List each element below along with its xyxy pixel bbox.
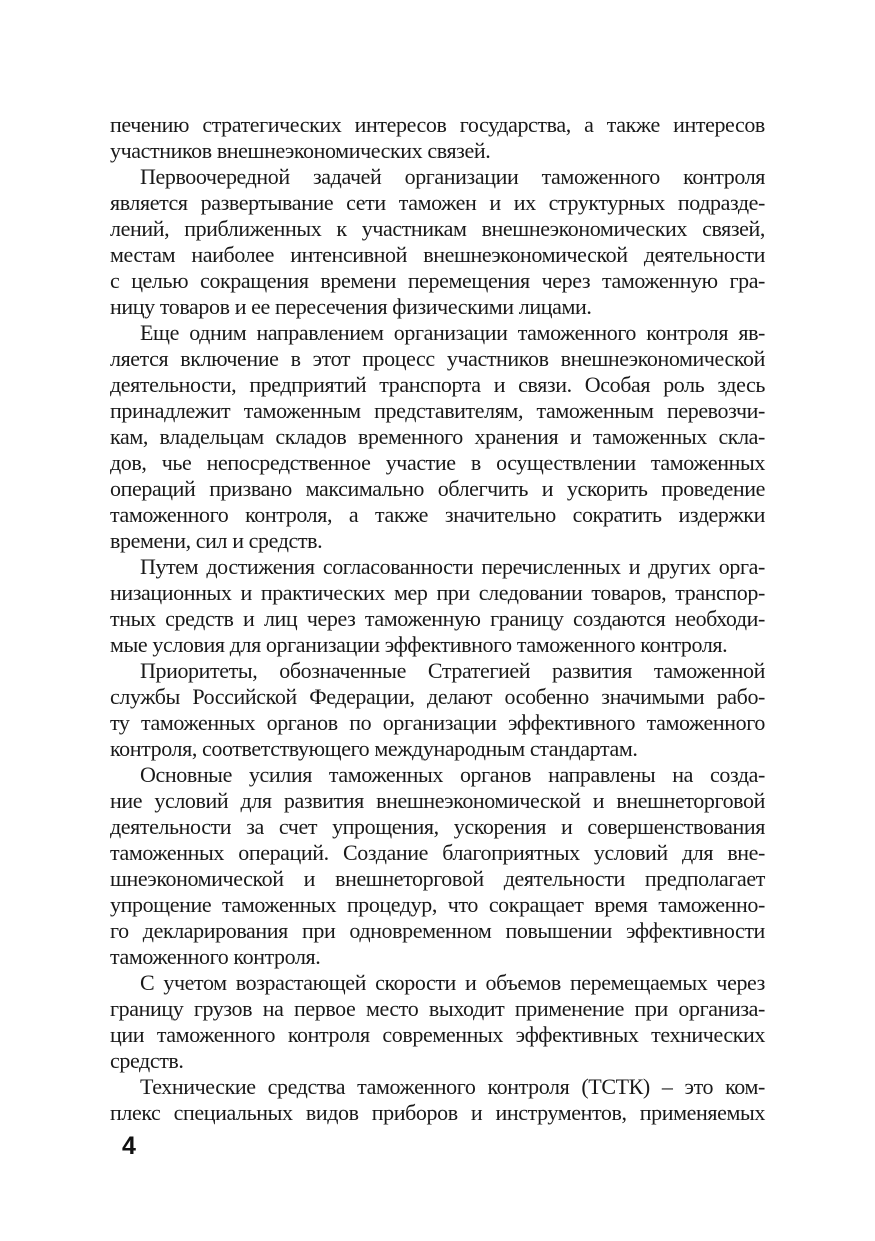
paragraph: [110, 762, 765, 970]
text-line: службы Российской Федерации, делают особенно значимыми рабо-: [110, 684, 765, 709]
text-line: лений, приближенных к участникам внешнеэкономических связей,: [110, 216, 765, 241]
text-line: деятельности, предприятий транспорта и связи. Особая роль здесь: [110, 372, 765, 397]
text-line: ние условий для развития внешнеэкономической и внешнеторговой: [110, 788, 765, 813]
text-line: ляется включение в этот процесс участников внешнеэкономической: [110, 346, 765, 371]
text-block: [110, 112, 765, 1126]
text-line: с целью сокращения времени перемещения через таможенную гра-: [110, 268, 765, 293]
text-line: таможенного контроля, а также значительно сократить издержки: [110, 502, 765, 527]
text-line: средств.: [110, 1048, 184, 1073]
text-line: го декларирования при одновременном повышении эффективности: [110, 918, 765, 943]
text-line: времени, сил и средств.: [110, 528, 323, 553]
text-line: Путем достижения согласованности перечисленных и других орга-: [140, 554, 765, 579]
paragraph: [110, 554, 765, 658]
text-line: участников внешнеэкономических связей.: [110, 138, 491, 163]
text-line: Первоочередной задачей организации таможенного контроля: [140, 164, 765, 189]
text-line: упрощение таможенных процедур, что сокращает время таможенно-: [110, 892, 765, 917]
text-line: местам наиболее интенсивной внешнеэкономической деятельности: [110, 242, 765, 267]
text-line: дов, чье непосредственное участие в осуществлении таможенных: [110, 450, 765, 475]
text-line: операций призвано максимально облегчить и ускорить проведение: [110, 476, 765, 501]
text-line: печению стратегических интересов государства, а также интересов: [110, 112, 765, 137]
paragraph: [110, 320, 765, 554]
paragraph: [110, 658, 765, 762]
text-line: ницу товаров и ее пересечения физическими лицами.: [110, 294, 592, 319]
text-line: тных средств и лиц через таможенную границу создаются необходи-: [110, 606, 765, 631]
text-line: мые условия для организации эффективного таможенного контроля.: [110, 632, 728, 657]
text-line: Основные усилия таможенных органов направлены на созда-: [140, 762, 765, 787]
text-line: ции таможенного контроля современных эффективных технических: [110, 1022, 765, 1047]
text-line: С учетом возрастающей скорости и объемов перемещаемых через: [140, 970, 765, 995]
text-line: границу грузов на первое место выходит применение при организа-: [110, 996, 765, 1021]
text-line: плекс специальных видов приборов и инструментов, применяемых: [110, 1100, 765, 1125]
text-line: таможенных операций. Создание благоприятных условий для вне-: [110, 840, 765, 865]
text-line: низационных и практических мер при следовании товаров, транспор-: [110, 580, 765, 605]
text-line: таможенного контроля.: [110, 944, 321, 969]
page-number: 4: [122, 1132, 136, 1160]
text-line: деятельности за счет упрощения, ускорения и совершенствования: [110, 814, 765, 839]
paragraph: [110, 1074, 765, 1126]
text-line: Технические средства таможенного контроля (ТСТК) – это ком-: [140, 1074, 765, 1099]
paragraph: [110, 112, 765, 164]
paragraph: [110, 164, 765, 320]
text-line: Приоритеты, обозначенные Стратегией развития таможенной: [140, 658, 765, 683]
paragraph: [110, 970, 765, 1074]
text-line: является развертывание сети таможен и их структурных подразде-: [110, 190, 765, 215]
text-line: кам, владельцам складов временного хранения и таможенных скла-: [110, 424, 765, 449]
text-line: принадлежит таможенным представителям, таможенным перевозчи-: [110, 398, 765, 423]
text-line: контроля, соответствующего международным стандартам.: [110, 736, 638, 761]
text-line: ту таможенных органов по организации эффективного таможенного: [110, 710, 765, 735]
text-line: шнеэкономической и внешнеторговой деятельности предполагает: [110, 866, 765, 891]
text-line: Еще одним направлением организации таможенного контроля яв-: [140, 320, 765, 345]
